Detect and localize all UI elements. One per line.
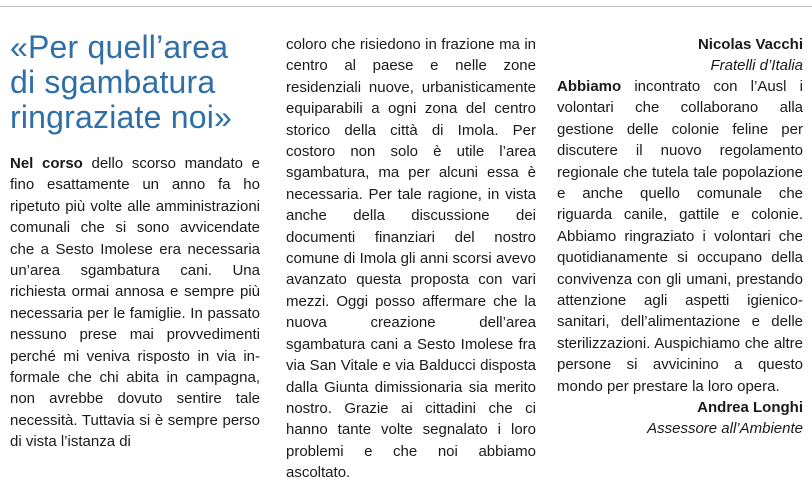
column-1 [10,30,260,453]
article-body-col1 [10,153,260,453]
article2-author-name: Andrea Longhi [697,399,803,417]
lead-in: Nel corso [10,155,83,172]
body-text-col1: dello scorso mandato e fino esattamente un anno fa ho ripetuto più volte alle amministrazioni comunali che si sono avvicendate che a Sesto Imolese era necessaria un’area sgambatura cani. Una richiesta ormai annosa e sempre più necessaria per le famiglie. In passato nessuno prese mai provvedimenti perché mi veniva risposto in via informale che chi abita in campagna, non avrebbe dovuto sentire tale necessità. Tuttavia si è sempre perso di vista l’istanza di [10,155,261,451]
article-headline: «Per quell’area di sgambatura ringraziate noi» [10,29,232,135]
article2-body [557,76,803,397]
article2-text: incontrato con l’Ausl i volontari che collaborano alla gestione delle colonie feline per discutere il nuovo regolamento regionale che tutela tale popolazione e anche quello comunale che riguarda canile, gattile e colonie. Abbiamo ringraziato i volontari che quotidianamente si occupano della convivenza con gli umani, prestando attenzione agli aspetti igienico-sanitari, dell’alimentazione e delle sterilizzazioni. Auspichiamo che altre persone si avvicinino a questo mondo per prestare la loro opera. [557,78,803,395]
column-2 [286,34,536,484]
author-role: Fratelli d’Italia [710,57,803,74]
column-3 [557,34,803,439]
author-name: Nicolas Vacchi [697,36,803,53]
article2-author-role: Assessore all’Ambiente [647,420,803,438]
body-text-col2: coloro che risiedono in frazione ma in centro al paese e nelle zone residenziali nuove, urbanisticamente equiparabili a ogni zona del centro storico della città di Imola. Per costoro non solo è utile l’area sgambatura, ma per alcuni essa è necessaria. Per tale ragione, in vista anche della discussione dei documenti finanziari del nostro comune di Imola gli anni scorsi avevo avanzato questa proposta con vari mezzi. Oggi posso affermare che la nuova creazione dell’area sgambatura cani a Sesto Imolese fra via San Vitale e via Balducci disposta dalla Giunta dimissionaria sia merito nostro. Grazie ai cittadini che ci hanno tante volte segnalato i loro problemi e che noi abbiamo ascoltato. [286,36,536,482]
top-rule [0,6,812,7]
article2-lead-in: Abbiamo [557,78,622,95]
